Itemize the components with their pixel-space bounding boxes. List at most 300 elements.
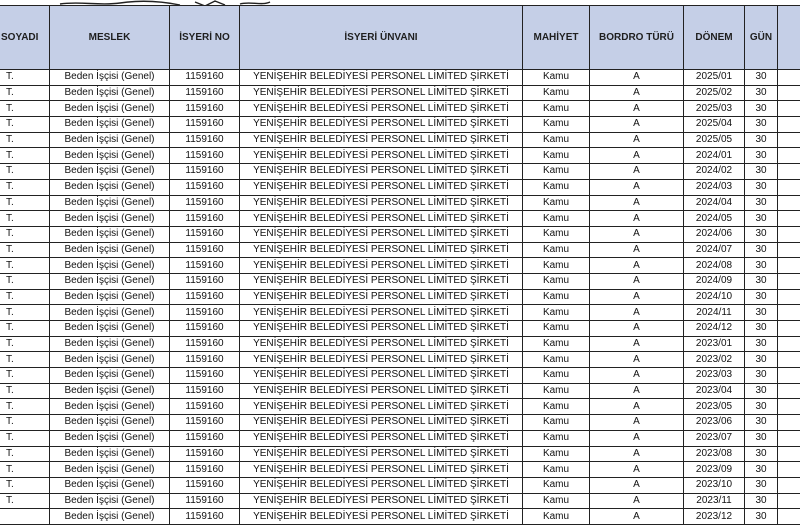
cell-bordro-turu: A <box>590 383 684 399</box>
cell-isyeri-unvani: YENİŞEHİR BELEDİYESİ PERSONEL LİMİTED ŞİRKETİ <box>240 415 523 431</box>
cell-isyeri-no: 1159160 <box>170 289 240 305</box>
cell-isyeri-no: 1159160 <box>170 415 240 431</box>
cell-bordro-turu: A <box>590 101 684 117</box>
cell-soyadi: T. <box>0 352 50 368</box>
cell-bordro-turu: A <box>590 493 684 509</box>
cell-donem: 2024/06 <box>684 226 745 242</box>
cell-gun: 30 <box>745 446 778 462</box>
cell-donem: 2023/01 <box>684 336 745 352</box>
cell-donem: 2023/07 <box>684 430 745 446</box>
cell-mahiyet: Kamu <box>523 305 590 321</box>
cell-gun: 30 <box>745 352 778 368</box>
table-row <box>0 477 800 493</box>
cell-soyadi: T. <box>0 258 50 274</box>
cell-bordro-turu: A <box>590 462 684 478</box>
cell-donem: 2023/04 <box>684 383 745 399</box>
cell-soyadi: T. <box>0 321 50 337</box>
cell-isyeri-unvani: YENİŞEHİR BELEDİYESİ PERSONEL LİMİTED ŞİRKETİ <box>240 493 523 509</box>
cell-donem: 2024/05 <box>684 211 745 227</box>
cell-soyadi: T. <box>0 399 50 415</box>
cell-isyeri-no: 1159160 <box>170 258 240 274</box>
cell-gun: 30 <box>745 211 778 227</box>
cell-meslek: Beden İşçisi (Genel) <box>50 477 170 493</box>
cell-gun: 30 <box>745 383 778 399</box>
cell-gun: 30 <box>745 321 778 337</box>
cell-isyeri-no: 1159160 <box>170 226 240 242</box>
cell-bordro-turu: A <box>590 132 684 148</box>
cell-mahiyet: Kamu <box>523 164 590 180</box>
cell-mahiyet: Kamu <box>523 321 590 337</box>
cell-extra <box>778 446 800 462</box>
cell-isyeri-no: 1159160 <box>170 101 240 117</box>
cell-donem: 2023/09 <box>684 462 745 478</box>
cell-extra <box>778 148 800 164</box>
cell-mahiyet: Kamu <box>523 226 590 242</box>
cell-isyeri-unvani: YENİŞEHİR BELEDİYESİ PERSONEL LİMİTED ŞİRKETİ <box>240 336 523 352</box>
cell-gun: 30 <box>745 289 778 305</box>
cell-mahiyet: Kamu <box>523 399 590 415</box>
cell-meslek: Beden İşçisi (Genel) <box>50 148 170 164</box>
cell-meslek: Beden İşçisi (Genel) <box>50 321 170 337</box>
cell-isyeri-unvani: YENİŞEHİR BELEDİYESİ PERSONEL LİMİTED ŞİRKETİ <box>240 289 523 305</box>
table-row <box>0 195 800 211</box>
cell-extra <box>778 179 800 195</box>
cell-meslek: Beden İşçisi (Genel) <box>50 101 170 117</box>
cell-isyeri-no: 1159160 <box>170 430 240 446</box>
payroll-records-table <box>0 5 800 525</box>
cell-meslek: Beden İşçisi (Genel) <box>50 273 170 289</box>
table-row <box>0 211 800 227</box>
cell-soyadi: T. <box>0 179 50 195</box>
cell-soyadi: T. <box>0 195 50 211</box>
table-row <box>0 509 800 525</box>
cell-donem: 2025/04 <box>684 117 745 133</box>
col-header-soyadi: SOYADI <box>0 6 50 70</box>
cell-gun: 30 <box>745 477 778 493</box>
cell-mahiyet: Kamu <box>523 273 590 289</box>
cell-gun: 30 <box>745 148 778 164</box>
cell-extra <box>778 117 800 133</box>
cell-isyeri-no: 1159160 <box>170 195 240 211</box>
cell-isyeri-no: 1159160 <box>170 509 240 525</box>
cell-meslek: Beden İşçisi (Genel) <box>50 211 170 227</box>
cell-soyadi: T. <box>0 164 50 180</box>
cell-soyadi: T. <box>0 226 50 242</box>
table-row <box>0 321 800 337</box>
cell-isyeri-unvani: YENİŞEHİR BELEDİYESİ PERSONEL LİMİTED ŞİRKETİ <box>240 242 523 258</box>
cell-bordro-turu: A <box>590 148 684 164</box>
cell-meslek: Beden İşçisi (Genel) <box>50 179 170 195</box>
cell-mahiyet: Kamu <box>523 509 590 525</box>
cell-meslek: Beden İşçisi (Genel) <box>50 242 170 258</box>
cell-gun: 30 <box>745 117 778 133</box>
cell-extra <box>778 305 800 321</box>
cell-isyeri-unvani: YENİŞEHİR BELEDİYESİ PERSONEL LİMİTED ŞİRKETİ <box>240 509 523 525</box>
cell-gun: 30 <box>745 273 778 289</box>
cell-bordro-turu: A <box>590 164 684 180</box>
cell-meslek: Beden İşçisi (Genel) <box>50 132 170 148</box>
cell-isyeri-no: 1159160 <box>170 242 240 258</box>
cell-mahiyet: Kamu <box>523 101 590 117</box>
cell-bordro-turu: A <box>590 446 684 462</box>
cell-bordro-turu: A <box>590 211 684 227</box>
cell-mahiyet: Kamu <box>523 462 590 478</box>
cell-extra <box>778 399 800 415</box>
cell-bordro-turu: A <box>590 336 684 352</box>
cell-isyeri-unvani: YENİŞEHİR BELEDİYESİ PERSONEL LİMİTED ŞİRKETİ <box>240 211 523 227</box>
cell-isyeri-unvani: YENİŞEHİR BELEDİYESİ PERSONEL LİMİTED ŞİRKETİ <box>240 148 523 164</box>
cell-meslek: Beden İşçisi (Genel) <box>50 446 170 462</box>
cell-bordro-turu: A <box>590 85 684 101</box>
cell-soyadi: T. <box>0 132 50 148</box>
cell-isyeri-no: 1159160 <box>170 368 240 384</box>
cell-extra <box>778 493 800 509</box>
cell-soyadi: T. <box>0 462 50 478</box>
col-header-gun: GÜN <box>745 6 778 70</box>
cell-donem: 2025/03 <box>684 101 745 117</box>
cell-isyeri-no: 1159160 <box>170 179 240 195</box>
cell-meslek: Beden İşçisi (Genel) <box>50 70 170 86</box>
cell-donem: 2023/10 <box>684 477 745 493</box>
cell-soyadi: T. <box>0 336 50 352</box>
cell-soyadi: T. <box>0 101 50 117</box>
cell-mahiyet: Kamu <box>523 352 590 368</box>
cell-donem: 2024/03 <box>684 179 745 195</box>
cell-isyeri-unvani: YENİŞEHİR BELEDİYESİ PERSONEL LİMİTED ŞİRKETİ <box>240 383 523 399</box>
table-row <box>0 85 800 101</box>
cell-meslek: Beden İşçisi (Genel) <box>50 462 170 478</box>
table-body <box>0 70 800 525</box>
cell-isyeri-unvani: YENİŞEHİR BELEDİYESİ PERSONEL LİMİTED ŞİRKETİ <box>240 477 523 493</box>
cell-isyeri-no: 1159160 <box>170 305 240 321</box>
cell-extra <box>778 101 800 117</box>
table-row <box>0 446 800 462</box>
cell-extra <box>778 258 800 274</box>
cell-isyeri-unvani: YENİŞEHİR BELEDİYESİ PERSONEL LİMİTED ŞİRKETİ <box>240 101 523 117</box>
cell-isyeri-no: 1159160 <box>170 336 240 352</box>
cell-soyadi: T. <box>0 242 50 258</box>
cell-soyadi: T. <box>0 477 50 493</box>
cell-bordro-turu: A <box>590 399 684 415</box>
cell-mahiyet: Kamu <box>523 148 590 164</box>
cell-meslek: Beden İşçisi (Genel) <box>50 352 170 368</box>
cell-soyadi: T. <box>0 211 50 227</box>
cell-isyeri-no: 1159160 <box>170 85 240 101</box>
cell-mahiyet: Kamu <box>523 477 590 493</box>
cell-mahiyet: Kamu <box>523 179 590 195</box>
table-row <box>0 399 800 415</box>
cell-isyeri-unvani: YENİŞEHİR BELEDİYESİ PERSONEL LİMİTED ŞİRKETİ <box>240 164 523 180</box>
cell-isyeri-unvani: YENİŞEHİR BELEDİYESİ PERSONEL LİMİTED ŞİRKETİ <box>240 258 523 274</box>
cell-gun: 30 <box>745 179 778 195</box>
cell-isyeri-unvani: YENİŞEHİR BELEDİYESİ PERSONEL LİMİTED ŞİRKETİ <box>240 352 523 368</box>
table-row <box>0 336 800 352</box>
table-row <box>0 148 800 164</box>
cell-isyeri-no: 1159160 <box>170 399 240 415</box>
col-header-isyeri-unvani: İSYERİ ÜNVANI <box>240 6 523 70</box>
cell-isyeri-no: 1159160 <box>170 211 240 227</box>
cell-mahiyet: Kamu <box>523 70 590 86</box>
cell-soyadi: T. <box>0 305 50 321</box>
cell-donem: 2024/01 <box>684 148 745 164</box>
cell-meslek: Beden İşçisi (Genel) <box>50 399 170 415</box>
table-row <box>0 258 800 274</box>
cell-isyeri-unvani: YENİŞEHİR BELEDİYESİ PERSONEL LİMİTED ŞİRKETİ <box>240 430 523 446</box>
cell-extra <box>778 226 800 242</box>
cell-extra <box>778 85 800 101</box>
cell-extra <box>778 383 800 399</box>
table-row <box>0 70 800 86</box>
cell-extra <box>778 211 800 227</box>
cell-gun: 30 <box>745 164 778 180</box>
cell-meslek: Beden İşçisi (Genel) <box>50 289 170 305</box>
cell-isyeri-no: 1159160 <box>170 383 240 399</box>
col-header-meslek: MESLEK <box>50 6 170 70</box>
cell-extra <box>778 336 800 352</box>
cell-donem: 2023/06 <box>684 415 745 431</box>
cell-isyeri-no: 1159160 <box>170 164 240 180</box>
cell-meslek: Beden İşçisi (Genel) <box>50 85 170 101</box>
cell-gun: 30 <box>745 368 778 384</box>
cell-donem: 2024/11 <box>684 305 745 321</box>
table-row <box>0 242 800 258</box>
cell-gun: 30 <box>745 85 778 101</box>
cell-gun: 30 <box>745 462 778 478</box>
cell-gun: 30 <box>745 336 778 352</box>
cell-meslek: Beden İşçisi (Genel) <box>50 117 170 133</box>
cell-donem: 2024/08 <box>684 258 745 274</box>
cell-gun: 30 <box>745 509 778 525</box>
table-row <box>0 352 800 368</box>
cell-isyeri-no: 1159160 <box>170 117 240 133</box>
table-row <box>0 132 800 148</box>
cell-bordro-turu: A <box>590 477 684 493</box>
cell-isyeri-no: 1159160 <box>170 446 240 462</box>
cell-bordro-turu: A <box>590 70 684 86</box>
cell-gun: 30 <box>745 70 778 86</box>
cell-soyadi: T. <box>0 273 50 289</box>
cell-mahiyet: Kamu <box>523 211 590 227</box>
table-row <box>0 179 800 195</box>
cell-donem: 2024/09 <box>684 273 745 289</box>
cell-isyeri-unvani: YENİŞEHİR BELEDİYESİ PERSONEL LİMİTED ŞİRKETİ <box>240 195 523 211</box>
table-row <box>0 415 800 431</box>
cell-gun: 30 <box>745 493 778 509</box>
cell-donem: 2023/03 <box>684 368 745 384</box>
cell-extra <box>778 462 800 478</box>
cell-donem: 2024/12 <box>684 321 745 337</box>
table-row <box>0 101 800 117</box>
cell-mahiyet: Kamu <box>523 336 590 352</box>
cell-isyeri-no: 1159160 <box>170 273 240 289</box>
cell-isyeri-no: 1159160 <box>170 132 240 148</box>
cell-bordro-turu: A <box>590 368 684 384</box>
cell-soyadi: T. <box>0 70 50 86</box>
cell-gun: 30 <box>745 132 778 148</box>
cell-extra <box>778 132 800 148</box>
table-row <box>0 117 800 133</box>
table-row <box>0 493 800 509</box>
cell-extra <box>778 352 800 368</box>
col-header-mahiyet: MAHİYET <box>523 6 590 70</box>
cell-donem: 2024/02 <box>684 164 745 180</box>
cell-donem: 2025/01 <box>684 70 745 86</box>
table-row <box>0 226 800 242</box>
cell-mahiyet: Kamu <box>523 430 590 446</box>
cell-isyeri-unvani: YENİŞEHİR BELEDİYESİ PERSONEL LİMİTED ŞİRKETİ <box>240 321 523 337</box>
cell-isyeri-no: 1159160 <box>170 321 240 337</box>
cell-extra <box>778 242 800 258</box>
cell-bordro-turu: A <box>590 226 684 242</box>
cell-isyeri-no: 1159160 <box>170 352 240 368</box>
cell-isyeri-unvani: YENİŞEHİR BELEDİYESİ PERSONEL LİMİTED ŞİRKETİ <box>240 117 523 133</box>
cell-soyadi: T. <box>0 117 50 133</box>
col-header-extra <box>778 6 800 70</box>
cell-mahiyet: Kamu <box>523 85 590 101</box>
cell-extra <box>778 430 800 446</box>
cell-donem: 2023/11 <box>684 493 745 509</box>
cell-donem: 2025/02 <box>684 85 745 101</box>
cell-soyadi: T. <box>0 430 50 446</box>
cell-isyeri-unvani: YENİŞEHİR BELEDİYESİ PERSONEL LİMİTED ŞİRKETİ <box>240 446 523 462</box>
cell-meslek: Beden İşçisi (Genel) <box>50 368 170 384</box>
cell-donem: 2025/05 <box>684 132 745 148</box>
cell-extra <box>778 273 800 289</box>
cell-gun: 30 <box>745 399 778 415</box>
cell-bordro-turu: A <box>590 258 684 274</box>
cell-mahiyet: Kamu <box>523 493 590 509</box>
cell-isyeri-unvani: YENİŞEHİR BELEDİYESİ PERSONEL LİMİTED ŞİRKETİ <box>240 70 523 86</box>
cell-bordro-turu: A <box>590 415 684 431</box>
cell-isyeri-unvani: YENİŞEHİR BELEDİYESİ PERSONEL LİMİTED ŞİRKETİ <box>240 305 523 321</box>
cell-mahiyet: Kamu <box>523 242 590 258</box>
cell-isyeri-unvani: YENİŞEHİR BELEDİYESİ PERSONEL LİMİTED ŞİRKETİ <box>240 132 523 148</box>
cell-soyadi <box>0 509 50 525</box>
cell-donem: 2023/12 <box>684 509 745 525</box>
cell-mahiyet: Kamu <box>523 132 590 148</box>
cell-isyeri-unvani: YENİŞEHİR BELEDİYESİ PERSONEL LİMİTED ŞİRKETİ <box>240 462 523 478</box>
cell-mahiyet: Kamu <box>523 383 590 399</box>
cell-gun: 30 <box>745 195 778 211</box>
cell-bordro-turu: A <box>590 352 684 368</box>
cell-extra <box>778 289 800 305</box>
cell-meslek: Beden İşçisi (Genel) <box>50 305 170 321</box>
cell-bordro-turu: A <box>590 117 684 133</box>
cell-soyadi: T. <box>0 85 50 101</box>
cell-extra <box>778 509 800 525</box>
cell-soyadi: T. <box>0 383 50 399</box>
table-row <box>0 383 800 399</box>
table-row <box>0 273 800 289</box>
cell-soyadi: T. <box>0 493 50 509</box>
cell-meslek: Beden İşçisi (Genel) <box>50 493 170 509</box>
cell-gun: 30 <box>745 415 778 431</box>
cell-extra <box>778 368 800 384</box>
cell-isyeri-no: 1159160 <box>170 70 240 86</box>
cell-isyeri-no: 1159160 <box>170 148 240 164</box>
cell-bordro-turu: A <box>590 305 684 321</box>
cell-extra <box>778 164 800 180</box>
cell-mahiyet: Kamu <box>523 289 590 305</box>
cell-gun: 30 <box>745 101 778 117</box>
cell-bordro-turu: A <box>590 321 684 337</box>
cell-gun: 30 <box>745 226 778 242</box>
cell-donem: 2024/10 <box>684 289 745 305</box>
cell-isyeri-no: 1159160 <box>170 493 240 509</box>
cell-meslek: Beden İşçisi (Genel) <box>50 164 170 180</box>
cell-soyadi: T. <box>0 148 50 164</box>
table-row <box>0 164 800 180</box>
cell-mahiyet: Kamu <box>523 117 590 133</box>
cell-bordro-turu: A <box>590 242 684 258</box>
cell-bordro-turu: A <box>590 179 684 195</box>
cell-meslek: Beden İşçisi (Genel) <box>50 509 170 525</box>
cell-bordro-turu: A <box>590 289 684 305</box>
cell-gun: 30 <box>745 258 778 274</box>
cell-mahiyet: Kamu <box>523 195 590 211</box>
cell-meslek: Beden İşçisi (Genel) <box>50 195 170 211</box>
cell-extra <box>778 415 800 431</box>
cell-mahiyet: Kamu <box>523 368 590 384</box>
cell-isyeri-unvani: YENİŞEHİR BELEDİYESİ PERSONEL LİMİTED ŞİRKETİ <box>240 226 523 242</box>
cell-donem: 2023/08 <box>684 446 745 462</box>
cell-meslek: Beden İşçisi (Genel) <box>50 430 170 446</box>
cell-bordro-turu: A <box>590 509 684 525</box>
cell-extra <box>778 195 800 211</box>
cell-mahiyet: Kamu <box>523 446 590 462</box>
col-header-isyeri-no: İSYERİ NO <box>170 6 240 70</box>
cell-donem: 2023/05 <box>684 399 745 415</box>
cell-soyadi: T. <box>0 289 50 305</box>
header-row <box>0 6 800 70</box>
cell-meslek: Beden İşçisi (Genel) <box>50 258 170 274</box>
cell-donem: 2024/07 <box>684 242 745 258</box>
cell-isyeri-no: 1159160 <box>170 462 240 478</box>
table-row <box>0 462 800 478</box>
cell-soyadi: T. <box>0 446 50 462</box>
cell-bordro-turu: A <box>590 273 684 289</box>
cell-donem: 2024/04 <box>684 195 745 211</box>
cell-extra <box>778 321 800 337</box>
table-row <box>0 368 800 384</box>
cell-donem: 2023/02 <box>684 352 745 368</box>
cell-isyeri-unvani: YENİŞEHİR BELEDİYESİ PERSONEL LİMİTED ŞİRKETİ <box>240 179 523 195</box>
cell-mahiyet: Kamu <box>523 415 590 431</box>
cell-meslek: Beden İşçisi (Genel) <box>50 383 170 399</box>
cell-extra <box>778 477 800 493</box>
cell-isyeri-unvani: YENİŞEHİR BELEDİYESİ PERSONEL LİMİTED ŞİRKETİ <box>240 85 523 101</box>
cell-isyeri-unvani: YENİŞEHİR BELEDİYESİ PERSONEL LİMİTED ŞİRKETİ <box>240 399 523 415</box>
cell-isyeri-no: 1159160 <box>170 477 240 493</box>
col-header-bordro-turu: BORDRO TÜRÜ <box>590 6 684 70</box>
cell-soyadi: T. <box>0 368 50 384</box>
cell-gun: 30 <box>745 305 778 321</box>
cell-mahiyet: Kamu <box>523 258 590 274</box>
cell-bordro-turu: A <box>590 430 684 446</box>
table-row <box>0 289 800 305</box>
cell-bordro-turu: A <box>590 195 684 211</box>
cell-isyeri-unvani: YENİŞEHİR BELEDİYESİ PERSONEL LİMİTED ŞİRKETİ <box>240 273 523 289</box>
cell-meslek: Beden İşçisi (Genel) <box>50 415 170 431</box>
table-row <box>0 305 800 321</box>
cell-gun: 30 <box>745 242 778 258</box>
cell-meslek: Beden İşçisi (Genel) <box>50 336 170 352</box>
cell-isyeri-unvani: YENİŞEHİR BELEDİYESİ PERSONEL LİMİTED ŞİRKETİ <box>240 368 523 384</box>
cell-extra <box>778 70 800 86</box>
col-header-donem: DÖNEM <box>684 6 745 70</box>
cell-gun: 30 <box>745 430 778 446</box>
cell-soyadi: T. <box>0 415 50 431</box>
